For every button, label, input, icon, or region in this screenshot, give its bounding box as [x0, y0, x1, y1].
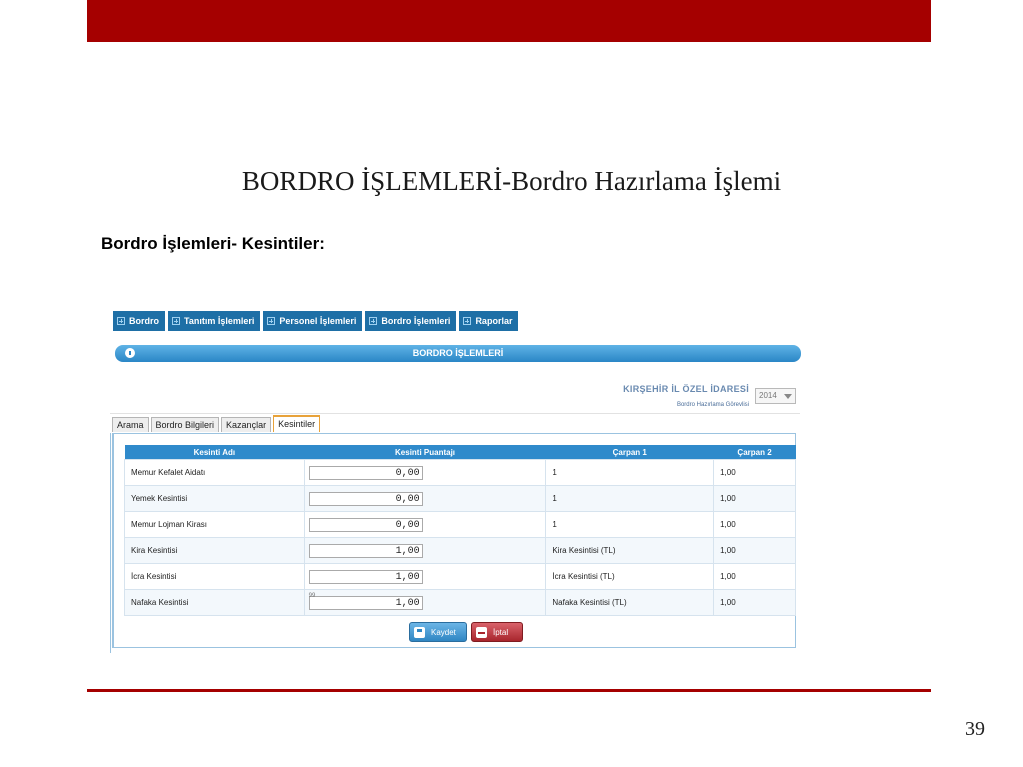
puantaj-input[interactable]: 1,00 [309, 544, 423, 558]
section-header [115, 345, 801, 362]
table-row [125, 538, 796, 564]
slide-title: BORDRO İŞLEMLERİ-Bordro Hazırlama İşlemi [241, 166, 782, 196]
slide-subtitle: Bordro İşlemleri- Kesintiler: [101, 234, 325, 253]
input-tooltip: 99 [308, 593, 316, 599]
carpan-2-cell: 1,00 [714, 590, 796, 616]
carpan-2-cell: 1,00 [714, 564, 796, 590]
menu-item-bordro-islemleri[interactable] [365, 311, 456, 331]
column-header-carpan-1: Çarpan 1 [546, 445, 714, 460]
save-button[interactable] [409, 622, 467, 642]
table-row [125, 564, 796, 590]
puantaj-cell [304, 512, 546, 538]
tab-bar [112, 417, 320, 433]
column-header-carpan-2: Çarpan 2 [714, 445, 796, 460]
carpan-2-cell: 1,00 [714, 486, 796, 512]
floppy-disk-icon [414, 627, 425, 638]
cancel-button-label: İptal [493, 627, 509, 637]
pin-icon[interactable] [125, 348, 135, 358]
minus-icon [476, 627, 487, 638]
menu-item-personel-islemleri[interactable] [263, 311, 362, 331]
puantaj-cell [304, 538, 546, 564]
column-header-kesinti-puantaji: Kesinti Puantajı [304, 445, 546, 460]
kesinti-name: Memur Lojman Kirası [125, 512, 305, 538]
kesinti-name: İcra Kesintisi [125, 564, 305, 590]
divider [110, 433, 111, 653]
section-header-title: BORDRO İŞLEMLERİ [412, 348, 504, 358]
table-row [125, 486, 796, 512]
user-role: Bordro Hazırlama Görevlisi [676, 402, 749, 408]
kesinti-name: Nafaka Kesintisi [125, 590, 305, 616]
carpan-1-cell: Kira Kesintisi (TL) [546, 538, 714, 564]
menu-item-raporlar[interactable] [459, 311, 518, 331]
kesinti-name: Kira Kesintisi [125, 538, 305, 564]
tab-kazanclar[interactable]: Kazançlar [221, 417, 271, 432]
main-menu [113, 311, 518, 331]
puantaj-input[interactable]: 0,00 [309, 518, 423, 532]
carpan-1-cell: 1 [546, 460, 714, 486]
expand-icon [463, 317, 471, 325]
carpan-1-cell: Nafaka Kesintisi (TL) [546, 590, 714, 616]
kesinti-name: Memur Kefalet Aidatı [125, 460, 305, 486]
expand-icon [267, 317, 275, 325]
expand-icon [117, 317, 125, 325]
carpan-2-cell: 1,00 [714, 538, 796, 564]
table-header-row [125, 445, 796, 460]
slide-top-bar [87, 0, 931, 42]
chevron-down-icon [784, 394, 792, 399]
carpan-2-cell: 1,00 [714, 460, 796, 486]
organization-name: KIRŞEHİR İL ÖZEL İDARESİ [623, 384, 749, 394]
puantaj-input[interactable]: 0,00 [309, 466, 423, 480]
column-header-kesinti-adi: Kesinti Adı [125, 445, 305, 460]
year-select[interactable] [755, 388, 796, 404]
expand-icon [369, 317, 377, 325]
puantaj-cell [304, 564, 546, 590]
carpan-1-cell: İcra Kesintisi (TL) [546, 564, 714, 590]
menu-item-label: Raporlar [475, 316, 513, 326]
puantaj-cell [304, 486, 546, 512]
menu-item-label: Personel İşlemleri [279, 316, 357, 326]
table-row [125, 590, 796, 616]
action-buttons [409, 622, 523, 642]
expand-icon [172, 317, 180, 325]
kesinti-name: Yemek Kesintisi [125, 486, 305, 512]
kesintiler-panel [112, 433, 796, 648]
tab-kesintiler[interactable]: Kesintiler [273, 415, 320, 432]
year-value: 2014 [759, 391, 777, 400]
divider [110, 413, 800, 414]
puantaj-input[interactable]: 1,00 [309, 596, 423, 610]
puantaj-cell [304, 460, 546, 486]
app-screenshot [109, 308, 804, 656]
menu-item-label: Bordro [129, 316, 159, 326]
cancel-button[interactable] [471, 622, 523, 642]
table-row [125, 512, 796, 538]
save-button-label: Kaydet [431, 627, 456, 637]
tab-arama[interactable]: Arama [112, 417, 149, 432]
slide-bottom-line [87, 689, 931, 692]
carpan-1-cell: 1 [546, 486, 714, 512]
menu-item-label: Tanıtım İşlemleri [184, 316, 255, 326]
table-row [125, 460, 796, 486]
carpan-2-cell: 1,00 [714, 512, 796, 538]
menu-item-tanitim-islemleri[interactable] [168, 311, 260, 331]
kesinti-table [124, 445, 796, 616]
menu-item-label: Bordro İşlemleri [381, 316, 451, 326]
menu-item-bordro[interactable] [113, 311, 165, 331]
puantaj-cell [304, 590, 546, 616]
carpan-1-cell: 1 [546, 512, 714, 538]
tab-bordro-bilgileri[interactable]: Bordro Bilgileri [151, 417, 220, 432]
puantaj-input[interactable]: 1,00 [309, 570, 423, 584]
puantaj-input[interactable]: 0,00 [309, 492, 423, 506]
page-number: 39 [965, 718, 985, 740]
